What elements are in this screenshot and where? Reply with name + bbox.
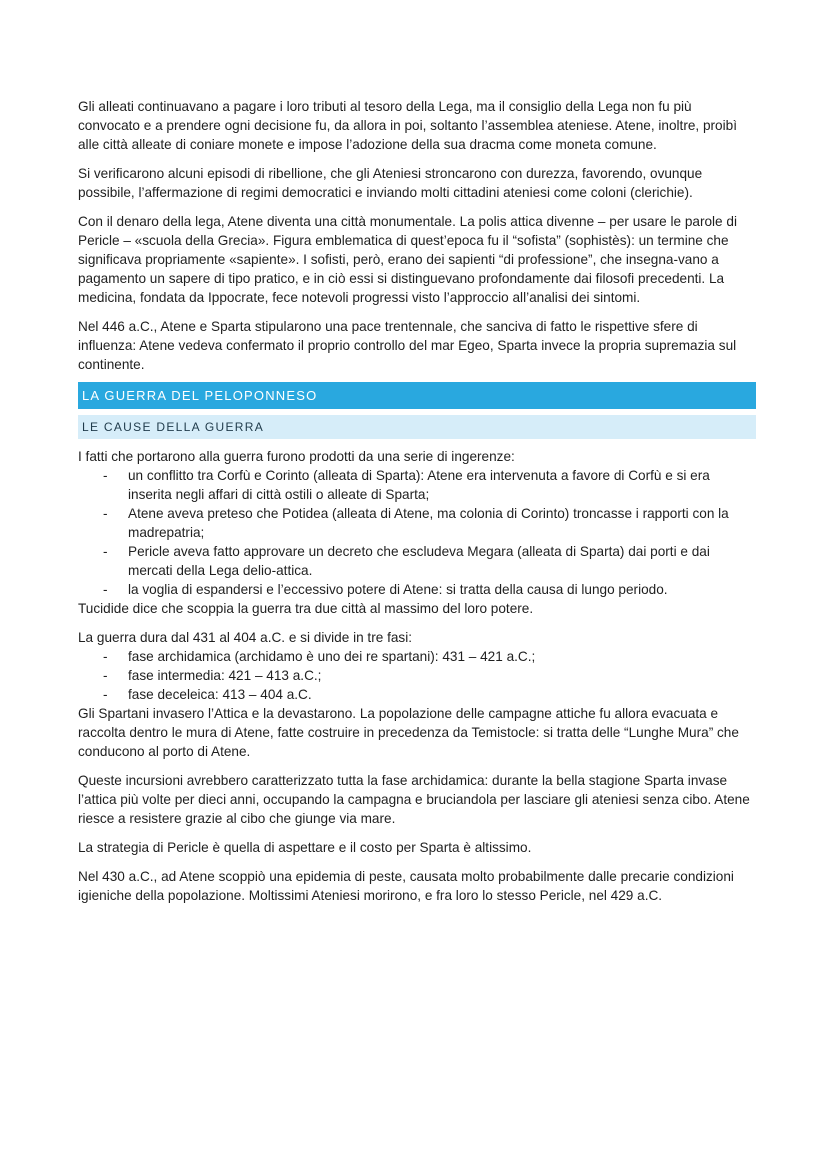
list-item-text: fase archidamica (archidamo è uno dei re spartani): 431 – 421 a.C.; — [128, 649, 536, 664]
list-item — [78, 666, 756, 685]
section-heading: LA GUERRA DEL PELOPONNESO — [78, 382, 756, 409]
list-item — [78, 685, 756, 704]
list-item-text: la voglia di espandersi e l’eccessivo potere di Atene: si tratta della causa di lungo periodo. — [128, 582, 668, 597]
list-item-text: fase deceleica: 413 – 404 a.C. — [128, 687, 312, 702]
paragraph-pericles-strategy: La strategia di Pericle è quella di aspettare e il costo per Sparta è altissimo. — [78, 840, 532, 855]
list-item-text: fase intermedia: 421 – 413 a.C.; — [128, 668, 322, 683]
dash-bullet: - — [103, 668, 108, 683]
paragraph-monumental-athens: Con il denaro della lega, Atene diventa una città monumentale. La polis attica divenne – per usare le parole di Pericle – «scuola della Grecia». Figura emblematica di quest’epoca fu il “sofista” (sophistès): un termine che significava propriamente «sapiente». I sofisti, però, erano dei sapienti “di professione”, che insegna-vano a pagamento un sapere di tipo pratico, e in ciò essi si distinguevano profondamente dai filosofi precedenti. La medicina, fondata da Ippocrate, fece notevoli progressi visto l’approccio all’analisi dei sintomi. — [78, 214, 737, 305]
dash-bullet: - — [103, 468, 108, 483]
dash-bullet: - — [103, 687, 108, 702]
paragraph-rebellions: Si verificarono alcuni episodi di ribellione, che gli Ateniesi stroncarono con durezza, favorendo, ovunque possibile, l’affermazione di regimi democratici e inviando molti cittadini ateniesi come coloni (clerichie). — [78, 166, 703, 200]
dash-bullet: - — [103, 544, 108, 559]
paragraph-attica-invasion: Gli Spartani invasero l’Attica e la devastarono. La popolazione delle campagne attiche fu allora evacuata e raccolta dentro le mura di Atene, fatte costruire in precedenza da Temistocle: si tratta delle “Lunghe Mura” che conducono al porto di Atene. — [78, 706, 739, 759]
paragraph-league-tributes: Gli alleati continuavano a pagare i loro tributi al tesoro della Lega, ma il consiglio della Lega non fu più convocato e a prendere ogni decisione fu, da allora in poi, soltanto l’assemblea ateniese. Atene, inoltre, proibì alle città alleate di coniare monete e impose l’adozione della sua dracma come moneta comune. — [78, 99, 737, 152]
causes-intro: I fatti che portarono alla guerra furono prodotti da una serie di ingerenze: — [78, 449, 515, 464]
dash-bullet: - — [103, 506, 108, 521]
paragraph-archidamian-raids: Queste incursioni avrebbero caratterizzato tutta la fase archidamica: durante la bella stagione Sparta invase l’attica più volte per dieci anni, occupando la campagna e bruciandola per lasciare gli ateniesi senza cibo. Atene riesce a resistere grazie al cibo che giunge via mare. — [78, 773, 750, 826]
dash-bullet: - — [103, 582, 108, 597]
list-item — [78, 504, 756, 542]
list-item — [78, 580, 756, 599]
list-item — [78, 542, 756, 580]
phases-intro: La guerra dura dal 431 al 404 a.C. e si divide in tre fasi: — [78, 630, 413, 645]
list-item-text: un conflitto tra Corfù e Corinto (alleata di Sparta): Atene era intervenuta a favore di Corfù e si era inserita negli affari di città ostili o alleate di Sparta; — [128, 468, 710, 502]
causes-list — [78, 466, 756, 599]
paragraph-thucydides: Tucidide dice che scoppia la guerra tra due città al massimo del loro potere. — [78, 601, 534, 616]
list-item — [78, 466, 756, 504]
page-content — [78, 97, 756, 905]
paragraph-plague: Nel 430 a.C., ad Atene scoppiò una epidemia di peste, causata molto probabilmente dalle precarie condizioni igieniche della popolazione. Moltissimi Ateniesi morirono, e fra loro lo stesso Pericle, nel 429 a.C. — [78, 869, 734, 903]
subsection-heading: LE CAUSE DELLA GUERRA — [78, 415, 756, 439]
phases-list — [78, 647, 756, 704]
paragraph-thirty-year-peace: Nel 446 a.C., Atene e Sparta stipularono una pace trentennale, che sanciva di fatto le rispettive sfere di influenza: Atene vedeva confermato il proprio controllo del mar Egeo, Sparta invece la propria supremazia sul continente. — [78, 319, 737, 372]
list-item-text: Pericle aveva fatto approvare un decreto che escludeva Megara (alleata di Sparta) dai porti e dai mercati della Lega delio-attica. — [128, 544, 710, 578]
list-item-text: Atene aveva preteso che Potidea (alleata di Atene, ma colonia di Corinto) troncasse i rapporti con la madrepatria; — [128, 506, 729, 540]
list-item — [78, 647, 756, 666]
dash-bullet: - — [103, 649, 108, 664]
